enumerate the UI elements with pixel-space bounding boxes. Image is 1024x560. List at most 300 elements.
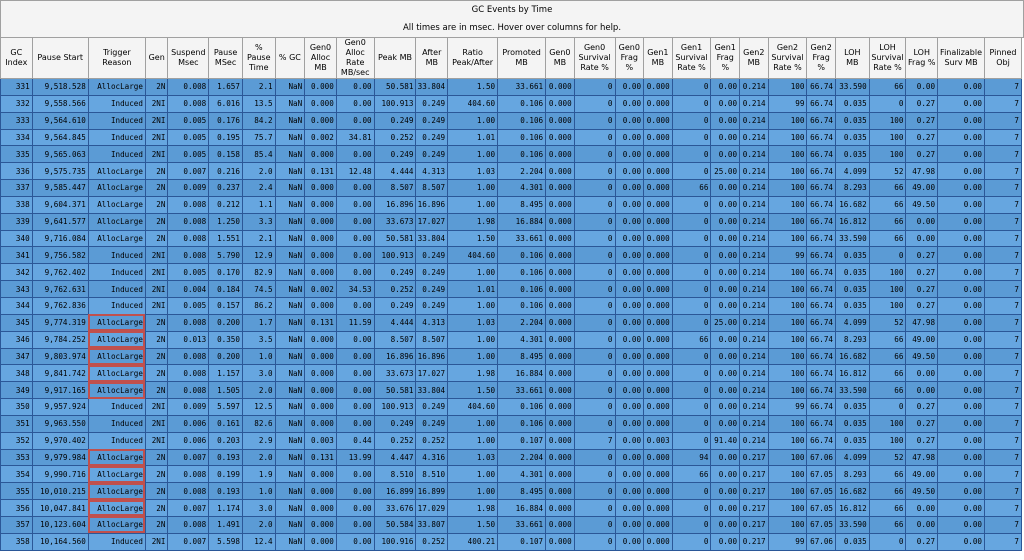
table-cell: 0.00 <box>615 230 644 247</box>
column-header[interactable]: Trigger Reason <box>88 38 145 79</box>
table-cell: 0.00 <box>938 331 985 348</box>
table-cell: 0.217 <box>740 533 769 550</box>
table-cell: 0.176 <box>209 112 243 129</box>
table-cell: 0.249 <box>416 129 448 146</box>
table-cell: 0.00 <box>711 382 740 399</box>
table-cell: 331 <box>1 79 33 96</box>
table-row[interactable] <box>1 348 1022 365</box>
table-cell: 2.0 <box>242 382 275 399</box>
table-cell: 16.896 <box>416 348 448 365</box>
table-cell: 0 <box>672 196 711 213</box>
table-row[interactable] <box>1 146 1022 163</box>
table-cell: 0.000 <box>305 297 337 314</box>
table-cell: 0.008 <box>168 95 209 112</box>
table-row[interactable] <box>1 230 1022 247</box>
table-cell: Induced <box>88 146 145 163</box>
table-cell: 0.106 <box>498 297 546 314</box>
table-cell: 0.00 <box>711 230 740 247</box>
table-cell: 0.000 <box>305 112 337 129</box>
table-cell: 0.200 <box>209 348 243 365</box>
table-cell: 0 <box>672 281 711 298</box>
table-row[interactable] <box>1 533 1022 550</box>
column-header[interactable]: Ratio Peak/After <box>448 38 498 79</box>
table-cell: 0.27 <box>906 247 938 264</box>
table-cell: 335 <box>1 146 33 163</box>
table-cell: Induced <box>88 112 145 129</box>
table-cell: 52 <box>869 449 906 466</box>
table-cell: 1.0 <box>242 483 275 500</box>
table-cell: 0.000 <box>644 163 673 180</box>
table-cell: 49.00 <box>906 466 938 483</box>
table-row[interactable] <box>1 264 1022 281</box>
table-cell: 0.00 <box>906 365 938 382</box>
table-row[interactable] <box>1 180 1022 197</box>
table-cell: 0.000 <box>305 382 337 399</box>
table-cell: 0.00 <box>336 516 374 533</box>
column-header[interactable]: GC Index <box>1 38 33 79</box>
table-cell: 25.00 <box>711 163 740 180</box>
table-cell: 8.495 <box>498 196 546 213</box>
table-cell: 0.214 <box>740 112 769 129</box>
table-cell: 0.252 <box>416 533 448 550</box>
table-cell: 0.000 <box>644 129 673 146</box>
table-cell: 1.657 <box>209 79 243 96</box>
table-title: GC Events by Time <box>0 0 1024 20</box>
column-header[interactable]: LOH Survival Rate % <box>869 38 906 79</box>
table-cell: Induced <box>88 533 145 550</box>
table-row[interactable] <box>1 432 1022 449</box>
table-cell: 100 <box>768 112 807 129</box>
table-cell: 0.000 <box>546 382 575 399</box>
table-cell: NaN <box>275 180 305 197</box>
column-header[interactable]: Peak MB <box>374 38 416 79</box>
table-cell: 0.005 <box>168 146 209 163</box>
table-cell: 343 <box>1 281 33 298</box>
column-header[interactable]: Gen1 Survival Rate % <box>672 38 711 79</box>
table-cell: 0.27 <box>906 281 938 298</box>
table-cell: 67.05 <box>807 516 836 533</box>
table-cell: 2.4 <box>242 180 275 197</box>
table-cell: 100 <box>869 129 906 146</box>
table-cell: 1.98 <box>448 213 498 230</box>
table-row[interactable] <box>1 500 1022 517</box>
column-header[interactable]: Finalizable Surv MB <box>938 38 985 79</box>
table-cell: 1.03 <box>448 163 498 180</box>
column-header[interactable]: Suspend Msec <box>168 38 209 79</box>
table-cell: 0.00 <box>615 314 644 331</box>
table-cell: 0.237 <box>209 180 243 197</box>
table-cell: 3.3 <box>242 213 275 230</box>
table-cell: 0.00 <box>711 146 740 163</box>
table-cell: 82.9 <box>242 264 275 281</box>
table-cell: 0.00 <box>711 247 740 264</box>
table-cell: Induced <box>88 297 145 314</box>
table-cell: 0.214 <box>740 399 769 416</box>
column-header[interactable]: After MB <box>416 38 448 79</box>
table-cell: 0.00 <box>336 382 374 399</box>
table-cell: 0.106 <box>498 247 546 264</box>
table-cell: 0.000 <box>546 247 575 264</box>
table-cell: 9,963.550 <box>32 415 88 432</box>
table-cell: 0.00 <box>336 196 374 213</box>
table-cell: 0.004 <box>168 281 209 298</box>
table-row[interactable] <box>1 129 1022 146</box>
table-cell: 0.00 <box>938 365 985 382</box>
table-cell: 11.59 <box>336 314 374 331</box>
table-cell: 0 <box>574 314 615 331</box>
table-cell: 0.000 <box>546 112 575 129</box>
table-cell: 404.60 <box>448 95 498 112</box>
table-cell: 67.05 <box>807 483 836 500</box>
table-row[interactable] <box>1 163 1022 180</box>
table-row[interactable] <box>1 79 1022 96</box>
table-cell: 0.203 <box>209 432 243 449</box>
table-cell: 0.00 <box>938 196 985 213</box>
table-cell: 0.214 <box>740 213 769 230</box>
column-header[interactable]: Promoted MB <box>498 38 546 79</box>
table-cell: 0.00 <box>615 365 644 382</box>
table-cell: 0.00 <box>615 432 644 449</box>
table-cell: 2NI <box>145 247 167 264</box>
table-cell: 0.00 <box>615 247 644 264</box>
table-cell: 0.00 <box>711 466 740 483</box>
gc-events-table <box>0 37 1022 551</box>
table-cell: 1.505 <box>209 382 243 399</box>
table-cell: 0.252 <box>416 432 448 449</box>
table-cell: 0.131 <box>305 163 337 180</box>
table-cell: 0.200 <box>209 314 243 331</box>
table-cell: 0 <box>672 314 711 331</box>
table-cell: 66 <box>869 230 906 247</box>
table-cell: 2N <box>145 500 167 517</box>
column-header[interactable]: Gen2 Frag % <box>807 38 836 79</box>
table-cell: 16.682 <box>835 483 869 500</box>
column-header[interactable]: % Pause Time <box>242 38 275 79</box>
table-cell: 0.007 <box>168 449 209 466</box>
table-cell: 9,565.063 <box>32 146 88 163</box>
column-header[interactable]: Gen <box>145 38 167 79</box>
table-cell: 66 <box>869 348 906 365</box>
table-cell: 0 <box>672 297 711 314</box>
table-cell: 66.74 <box>807 230 836 247</box>
table-row[interactable] <box>1 213 1022 230</box>
table-cell: 0.00 <box>938 247 985 264</box>
table-cell: 0.214 <box>740 382 769 399</box>
table-row[interactable] <box>1 112 1022 129</box>
table-cell: 0.00 <box>336 146 374 163</box>
table-cell: 0.00 <box>711 95 740 112</box>
table-cell: 0.000 <box>546 230 575 247</box>
table-cell: NaN <box>275 348 305 365</box>
table-cell: 0 <box>672 95 711 112</box>
table-cell: 2.1 <box>242 79 275 96</box>
table-cell: 0.00 <box>336 264 374 281</box>
table-cell: 2N <box>145 230 167 247</box>
table-cell: 1.01 <box>448 281 498 298</box>
table-cell: 2N <box>145 314 167 331</box>
table-cell: 16.896 <box>374 348 416 365</box>
table-cell: 0.00 <box>906 230 938 247</box>
table-cell: 16.812 <box>835 500 869 517</box>
table-cell: 4.444 <box>374 163 416 180</box>
table-cell: 0.27 <box>906 95 938 112</box>
table-cell: 344 <box>1 297 33 314</box>
table-cell: 0.00 <box>938 382 985 399</box>
table-row[interactable] <box>1 95 1022 112</box>
table-cell: 0.035 <box>835 112 869 129</box>
table-cell: 7 <box>985 79 1022 96</box>
table-cell: 4.099 <box>835 314 869 331</box>
table-row[interactable] <box>1 483 1022 500</box>
table-cell: 0.00 <box>711 331 740 348</box>
table-cell: 0 <box>672 399 711 416</box>
table-cell: 8.507 <box>374 180 416 197</box>
table-cell: 2NI <box>145 533 167 550</box>
table-cell: 0.00 <box>336 415 374 432</box>
table-cell: 1.98 <box>448 365 498 382</box>
table-cell: 9,957.924 <box>32 399 88 416</box>
table-cell: 66.74 <box>807 314 836 331</box>
table-cell: 7 <box>985 264 1022 281</box>
table-cell: 16.682 <box>835 196 869 213</box>
table-cell: NaN <box>275 230 305 247</box>
table-cell: 0.000 <box>305 365 337 382</box>
table-cell: 338 <box>1 196 33 213</box>
column-header[interactable]: Gen1 Frag % <box>711 38 740 79</box>
table-cell: 100 <box>768 264 807 281</box>
column-header[interactable]: Gen0 MB <box>546 38 575 79</box>
table-cell: 16.899 <box>416 483 448 500</box>
table-cell: 0.214 <box>740 348 769 365</box>
table-cell: 0.106 <box>498 112 546 129</box>
table-cell: 0.00 <box>711 79 740 96</box>
table-cell: 0.005 <box>168 297 209 314</box>
table-cell: 0.131 <box>305 314 337 331</box>
table-cell: 2.0 <box>242 516 275 533</box>
table-cell: 25.00 <box>711 314 740 331</box>
table-cell: 346 <box>1 331 33 348</box>
table-row[interactable] <box>1 314 1022 331</box>
table-cell: 16.812 <box>835 365 869 382</box>
table-cell: 0.00 <box>336 365 374 382</box>
table-cell: 0 <box>672 230 711 247</box>
column-header[interactable]: Gen0 Frag % <box>615 38 644 79</box>
table-row[interactable] <box>1 516 1022 533</box>
table-cell: 0.252 <box>374 432 416 449</box>
table-row[interactable] <box>1 415 1022 432</box>
table-cell: 0.035 <box>835 281 869 298</box>
column-header[interactable]: LOH MB <box>835 38 869 79</box>
column-header[interactable]: Gen1 MB <box>644 38 673 79</box>
table-cell: 0.00 <box>615 399 644 416</box>
table-cell: 0.002 <box>305 129 337 146</box>
table-cell: 52 <box>869 314 906 331</box>
table-cell: 0.00 <box>711 264 740 281</box>
table-cell: NaN <box>275 500 305 517</box>
table-cell: 0.00 <box>615 180 644 197</box>
column-header[interactable]: Gen2 MB <box>740 38 769 79</box>
table-cell: 0.000 <box>644 348 673 365</box>
table-cell: 0.000 <box>644 533 673 550</box>
table-cell: 0.035 <box>835 247 869 264</box>
table-cell: 0.27 <box>906 415 938 432</box>
column-header[interactable]: LOH Frag % <box>906 38 938 79</box>
table-cell: 1.9 <box>242 466 275 483</box>
table-cell: 0.000 <box>644 449 673 466</box>
table-cell: 9,774.319 <box>32 314 88 331</box>
table-cell: 0.035 <box>835 264 869 281</box>
table-cell: 0.000 <box>305 500 337 517</box>
table-row[interactable] <box>1 281 1022 298</box>
column-header[interactable]: Pause Start <box>32 38 88 79</box>
table-cell: 0.000 <box>546 500 575 517</box>
table-cell: 9,564.610 <box>32 112 88 129</box>
table-row[interactable] <box>1 365 1022 382</box>
table-cell: 66 <box>869 331 906 348</box>
table-row[interactable] <box>1 466 1022 483</box>
table-cell: 0.252 <box>374 281 416 298</box>
table-cell: 0.000 <box>644 483 673 500</box>
table-cell: 0.214 <box>740 264 769 281</box>
table-cell: 0.00 <box>615 500 644 517</box>
table-cell: 8.507 <box>374 331 416 348</box>
table-cell: 7 <box>985 213 1022 230</box>
table-cell: 33.590 <box>835 382 869 399</box>
table-cell: 351 <box>1 415 33 432</box>
table-cell: 9,716.084 <box>32 230 88 247</box>
table-cell: 0.214 <box>740 146 769 163</box>
table-row[interactable] <box>1 297 1022 314</box>
table-cell: 4.313 <box>416 163 448 180</box>
table-cell: 1.174 <box>209 500 243 517</box>
table-row[interactable] <box>1 196 1022 213</box>
table-cell: 66.74 <box>807 281 836 298</box>
table-cell: NaN <box>275 399 305 416</box>
table-cell: 7 <box>985 399 1022 416</box>
table-cell: 0 <box>574 264 615 281</box>
table-cell: 2N <box>145 331 167 348</box>
table-cell: 100 <box>768 146 807 163</box>
table-cell: 0.000 <box>546 483 575 500</box>
table-cell: 66.74 <box>807 382 836 399</box>
column-header[interactable]: Gen2 Survival Rate % <box>768 38 807 79</box>
table-cell: Induced <box>88 281 145 298</box>
table-cell: 0.00 <box>938 314 985 331</box>
table-cell: 0.000 <box>644 95 673 112</box>
table-cell: 0.00 <box>938 163 985 180</box>
column-header[interactable]: Gen0 Alloc MB <box>305 38 337 79</box>
table-cell: 100 <box>869 432 906 449</box>
table-cell: 354 <box>1 466 33 483</box>
table-row[interactable] <box>1 331 1022 348</box>
table-cell: 0.000 <box>546 365 575 382</box>
table-row[interactable] <box>1 399 1022 416</box>
table-cell: 0.035 <box>835 129 869 146</box>
table-cell: NaN <box>275 112 305 129</box>
column-header[interactable]: Pause MSec <box>209 38 243 79</box>
table-cell: 0.00 <box>336 483 374 500</box>
table-cell: 9,518.528 <box>32 79 88 96</box>
table-cell: 0.008 <box>168 247 209 264</box>
table-cell: 7 <box>985 415 1022 432</box>
column-header[interactable]: Gen0 Survival Rate % <box>574 38 615 79</box>
table-cell: 9,641.577 <box>32 213 88 230</box>
table-cell: 0.00 <box>336 297 374 314</box>
table-cell: 0.00 <box>938 79 985 96</box>
table-cell: 0.00 <box>711 500 740 517</box>
table-cell: 66.74 <box>807 129 836 146</box>
table-cell: 9,970.402 <box>32 432 88 449</box>
table-cell: 0.214 <box>740 297 769 314</box>
table-cell: 0.00 <box>336 466 374 483</box>
table-cell: 7 <box>985 348 1022 365</box>
column-header[interactable]: Pinned Obj <box>985 38 1022 79</box>
table-cell: 3.0 <box>242 500 275 517</box>
table-cell: 100 <box>768 483 807 500</box>
table-cell: 0.000 <box>305 264 337 281</box>
table-cell: 33.590 <box>835 79 869 96</box>
table-cell: 0.000 <box>644 196 673 213</box>
table-cell: 33.804 <box>416 230 448 247</box>
table-cell: 34.81 <box>336 129 374 146</box>
table-cell: 2N <box>145 196 167 213</box>
table-cell: 0 <box>672 382 711 399</box>
column-header[interactable]: % GC <box>275 38 305 79</box>
table-cell: 404.60 <box>448 247 498 264</box>
table-cell: 0.214 <box>740 129 769 146</box>
table-cell: AllocLarge <box>88 331 145 348</box>
table-cell: 0.000 <box>546 163 575 180</box>
table-cell: 7 <box>985 146 1022 163</box>
table-cell: 4.316 <box>416 449 448 466</box>
table-cell: 33.673 <box>374 365 416 382</box>
table-cell: 336 <box>1 163 33 180</box>
table-cell: 0.106 <box>498 415 546 432</box>
table-cell: 47.98 <box>906 449 938 466</box>
table-cell: 0.000 <box>305 196 337 213</box>
table-cell: 7 <box>985 180 1022 197</box>
table-cell: 0.00 <box>711 196 740 213</box>
table-cell: NaN <box>275 247 305 264</box>
table-cell: 2NI <box>145 264 167 281</box>
table-cell: 7 <box>985 432 1022 449</box>
table-cell: 1.00 <box>448 415 498 432</box>
table-cell: 66.74 <box>807 112 836 129</box>
table-cell: 0.000 <box>546 79 575 96</box>
table-row[interactable] <box>1 449 1022 466</box>
table-cell: 12.48 <box>336 163 374 180</box>
table-cell: 16.884 <box>498 365 546 382</box>
table-cell: 10,123.604 <box>32 516 88 533</box>
table-cell: 0.214 <box>740 331 769 348</box>
table-cell: 355 <box>1 483 33 500</box>
table-cell: 0.214 <box>740 180 769 197</box>
table-cell: 100 <box>768 281 807 298</box>
table-cell: 100 <box>768 415 807 432</box>
table-row[interactable] <box>1 382 1022 399</box>
table-cell: 100 <box>768 449 807 466</box>
table-cell: 8.293 <box>835 466 869 483</box>
table-cell: 52 <box>869 163 906 180</box>
table-cell: 66 <box>672 466 711 483</box>
table-cell: 66 <box>869 365 906 382</box>
table-cell: 347 <box>1 348 33 365</box>
table-cell: NaN <box>275 466 305 483</box>
table-row[interactable] <box>1 247 1022 264</box>
column-header[interactable]: Gen0 Alloc Rate MB/sec <box>336 38 374 79</box>
table-cell: 0.00 <box>615 331 644 348</box>
table-cell: 0.00 <box>615 281 644 298</box>
